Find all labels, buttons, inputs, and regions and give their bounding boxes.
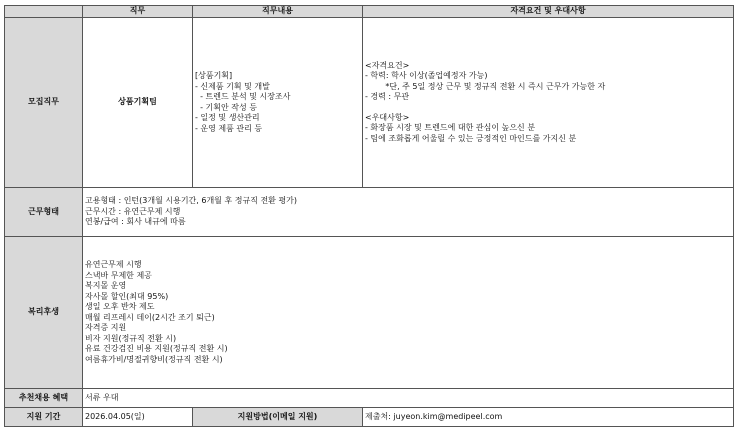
header-job: 직무 [83,6,193,18]
method-label: 지원방법(이메일 지원) [193,408,363,427]
welfare-item: 생일 오후 반차 제도 [85,302,155,311]
duty-line: - 트렌드 분석 및 시장조사 [195,92,291,101]
requirements-title: <자격요건> [365,60,410,70]
duty-line: - 신제품 기획 및 개발 [195,81,270,91]
welfare-label: 복리후생 [5,237,83,389]
work-row [5,188,734,237]
requirement-line: *단, 주 5일 정상 근무 및 정규직 전환 시 즉시 근무가 가능한 자 [365,81,606,91]
recruit-label: 모집직무 [5,18,83,188]
welfare-item: 자격증 지원 [85,323,127,332]
header-row [5,6,734,18]
spacer [365,103,731,113]
work-content [83,188,734,237]
work-line: 고용형태 : 인턴(3개월 시용기간, 6개월 후 정규직 전환 평가) [85,196,298,206]
preferred-line: - 팀에 조화롭게 어울릴 수 있는 긍정적인 마인드를 가지신 분 [365,133,577,143]
work-label: 근무형태 [5,188,83,237]
duty-line: - 일정 및 생산관리 [195,113,260,122]
requirement-line: - 경력 : 무관 [365,92,410,102]
referral-row [5,389,734,408]
welfare-item: 스낵바 무제한 제공 [85,270,152,280]
work-line: 근무시간 : 유연근무제 시행 [85,206,181,216]
recruit-duties [193,18,363,188]
welfare-item: 유료 건강검진 비용 지원(정규직 전환 시) [85,344,228,353]
welfare-row [5,237,734,389]
header-category [5,6,83,18]
period-label: 지원 기간 [5,408,83,427]
recruit-team: 상품기획팀 [83,18,193,188]
job-posting-table [4,5,734,427]
recruit-row [5,18,734,188]
submission-email: 제출처: juyeon.kim@medipeel.com [363,408,734,427]
welfare-item: 유연근무제 시행 [85,260,142,269]
duty-line: [상품기획] [195,71,233,80]
duty-line: - 기획안 작성 등 [195,102,257,112]
period-row [5,408,734,427]
welfare-item: 비자 지원(정규직 전환 시) [85,333,177,343]
requirement-line: - 학력: 학사 이상(졸업예정자 가능) [365,71,488,81]
referral-label: 추천채용 혜택 [5,389,83,408]
preferred-line: - 화장품 시장 및 트렌드에 대한 관심이 높으신 분 [365,123,536,133]
header-duties: 직무내용 [193,6,363,18]
welfare-item: 매월 리프레시 데이(2시간 조기 퇴근) [85,312,215,322]
welfare-item: 여름휴가비/명절귀향비(정규직 전환 시) [85,354,223,364]
welfare-content [83,237,734,389]
work-line: 연봉/급여 : 회사 내규에 따름 [85,217,186,227]
header-qualifications: 자격요건 및 우대사항 [363,6,734,18]
welfare-item: 복지몰 운영 [85,281,127,290]
referral-value: 서류 우대 [83,389,734,408]
preferred-title: <우대사항> [365,112,410,122]
period-value: 2026.04.05(일) [83,408,193,427]
welfare-item: 자사몰 할인(최대 95%) [85,291,169,301]
recruit-qualifications [363,18,734,188]
duty-line: - 운영 제품 관리 등 [195,123,263,133]
